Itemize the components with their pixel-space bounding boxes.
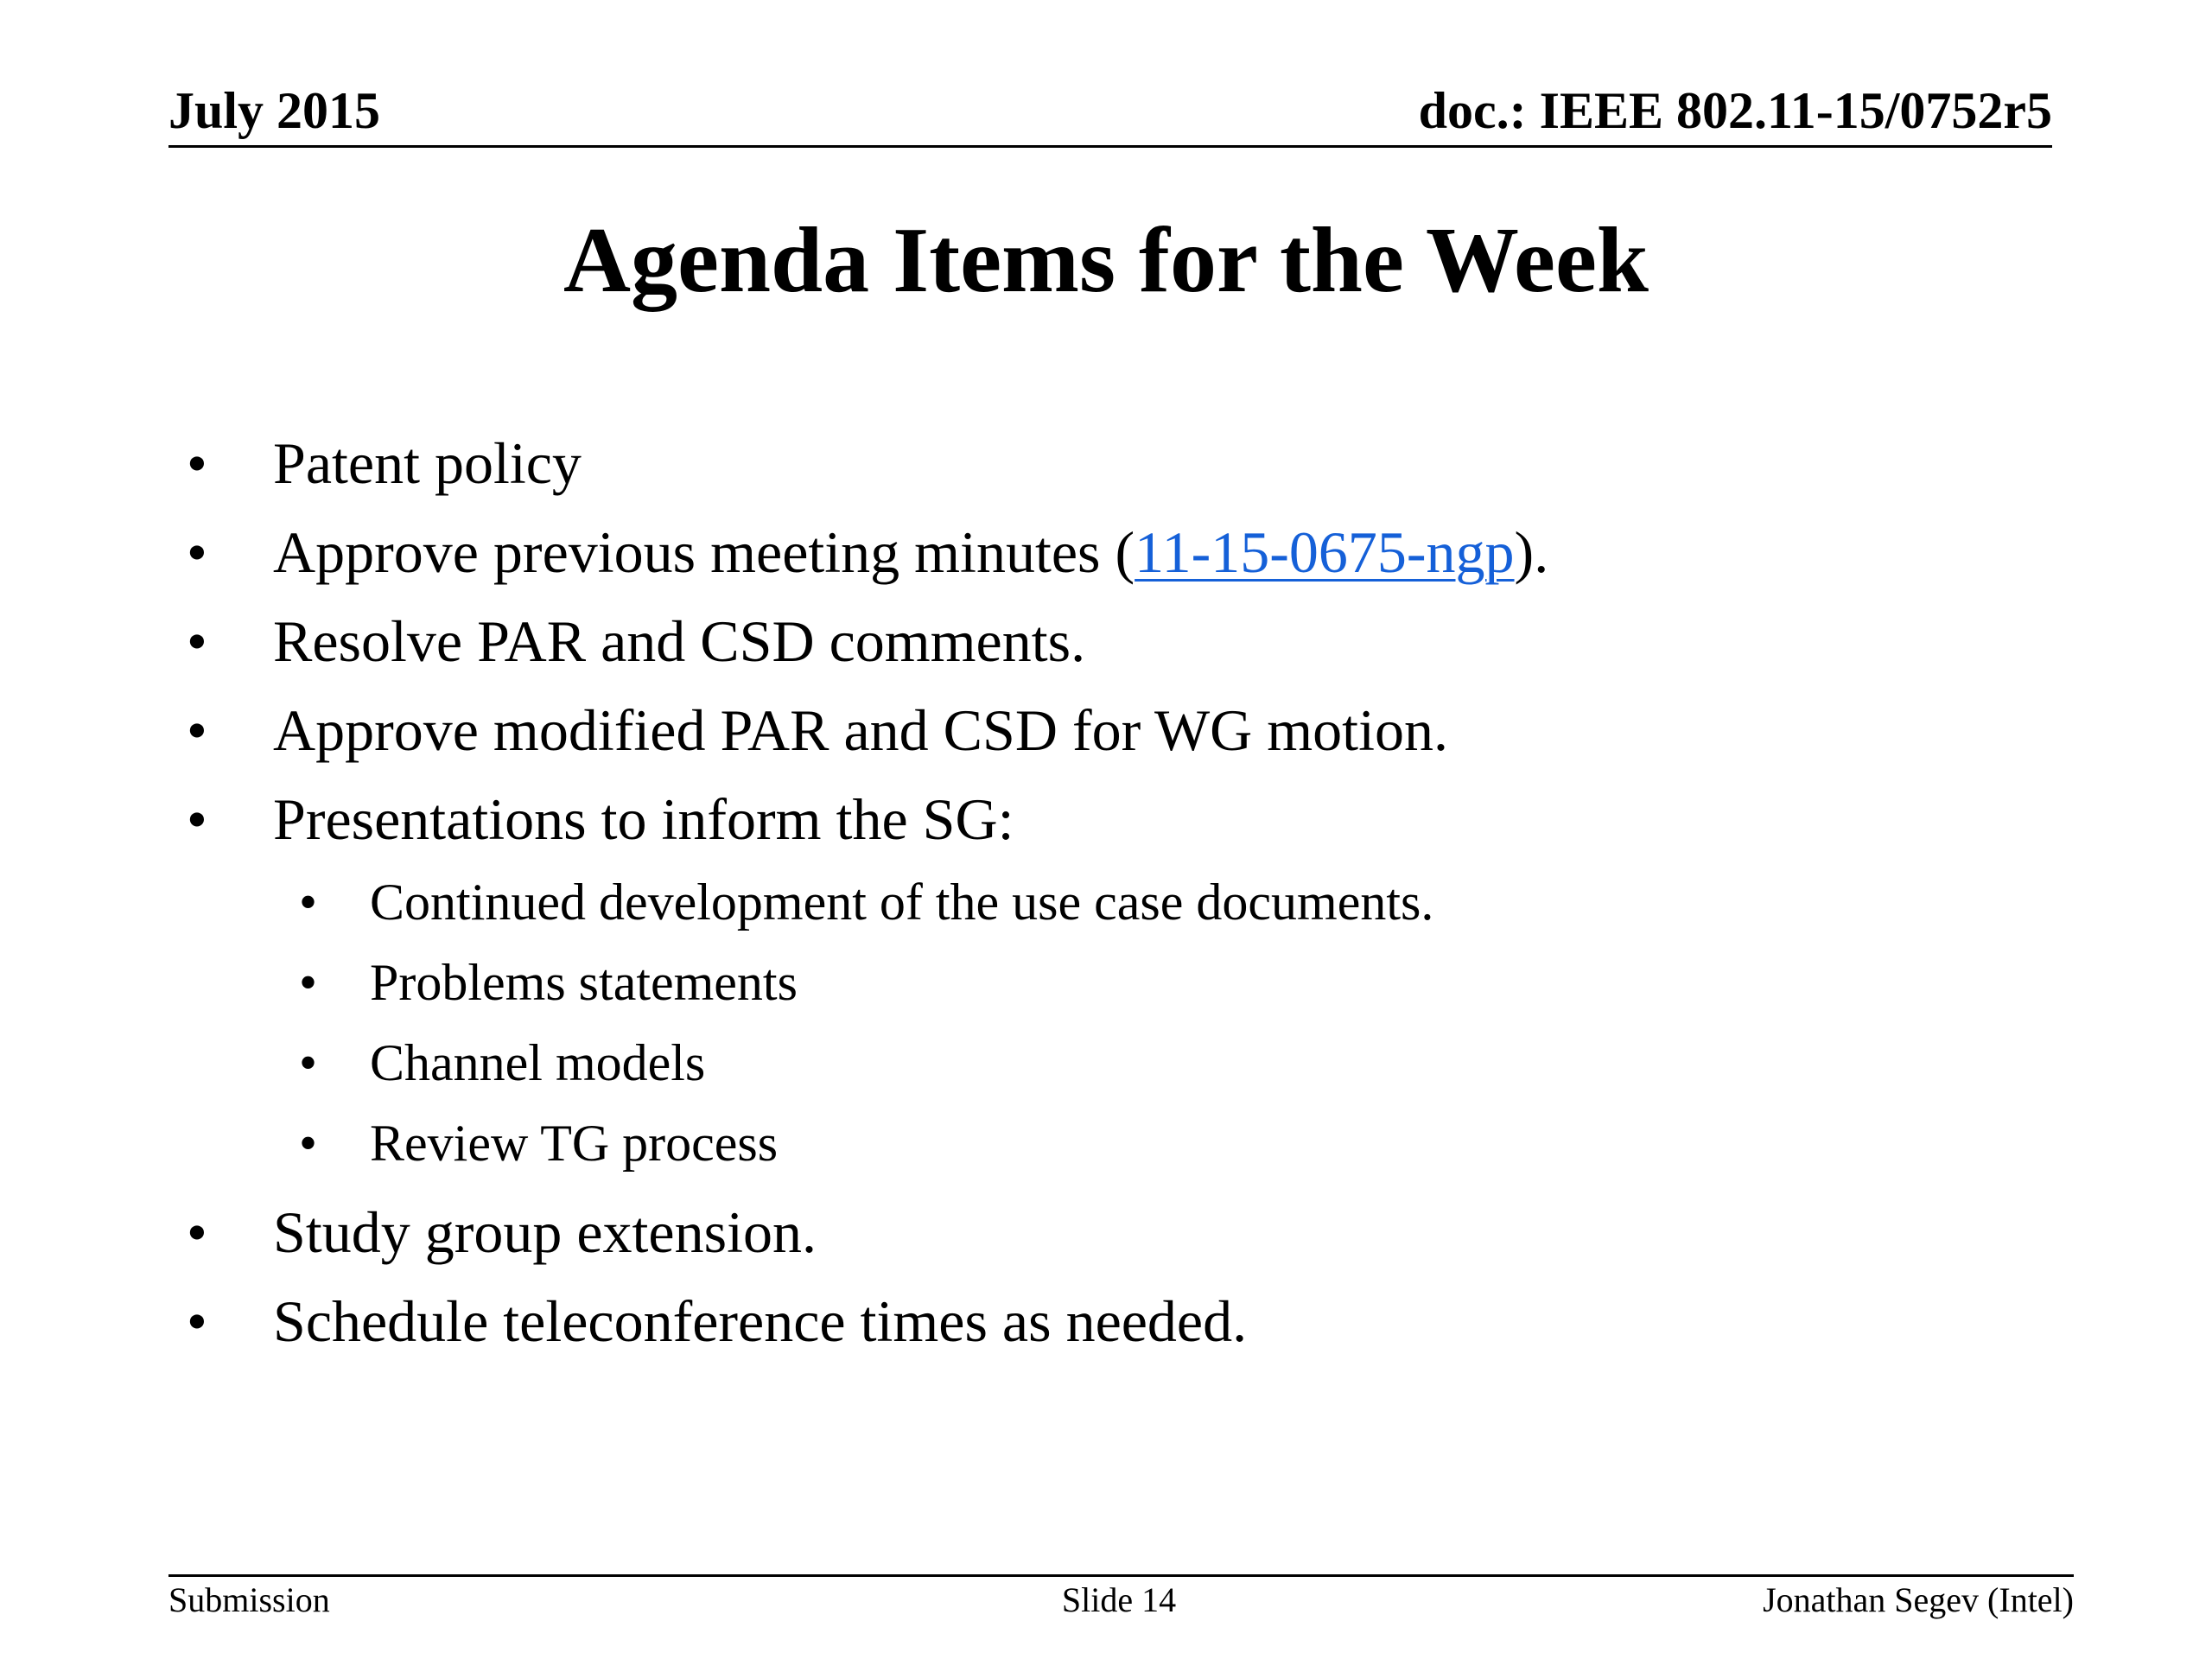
footer-slide-number: Slide 14 (1061, 1580, 1177, 1619)
bullet-icon: • (187, 608, 207, 674)
agenda-item-text: Approve previous meeting minutes ( (273, 519, 1135, 585)
agenda-item-text-suffix: ). (1514, 519, 1549, 585)
footer-divider (168, 1574, 2074, 1577)
agenda-item-text: Schedule teleconference times as needed. (273, 1288, 1248, 1354)
bullet-icon: • (187, 786, 207, 852)
agenda-subitem-text: Continued development of the use case documents. (370, 874, 1434, 931)
bullet-icon: • (187, 697, 207, 763)
agenda-subitem (299, 874, 1434, 931)
footer-submission: Submission (168, 1580, 330, 1619)
header-doc-id: doc.: IEEE 802.11-15/0752r5 (1418, 82, 2052, 139)
agenda-item-text: Approve modified PAR and CSD for WG motion. (273, 697, 1448, 763)
agenda-subitem (299, 1115, 779, 1172)
agenda-subitem-text: Channel models (370, 1034, 706, 1091)
agenda-item-approve-minutes (187, 519, 1549, 585)
slide-title: Agenda Items for the Week (563, 209, 1649, 312)
agenda-item-presentations (187, 786, 1014, 852)
agenda-item-text: Patent policy (273, 430, 582, 496)
header-date: July 2015 (168, 82, 381, 139)
agenda-subitem (299, 954, 798, 1011)
header-divider (168, 145, 2052, 148)
agenda-item-text: Study group extension. (273, 1199, 817, 1265)
agenda-subitem-text: Problems statements (370, 954, 798, 1011)
sub-bullet-icon: • (299, 1115, 318, 1172)
sub-bullet-icon: • (299, 1034, 318, 1091)
footer-author: Jonathan Segev (Intel) (1763, 1580, 2074, 1619)
sub-bullet-icon: • (299, 874, 318, 931)
minutes-document-link[interactable]: 11-15-0675-ngp (1135, 519, 1515, 585)
agenda-item-study-group-extension (187, 1199, 817, 1265)
sub-bullet-icon: • (299, 954, 318, 1011)
agenda-item-text: Resolve PAR and CSD comments. (273, 608, 1086, 674)
agenda-item-approve-par-csd (187, 697, 1448, 763)
agenda-item-text: Presentations to inform the SG: (273, 786, 1014, 852)
bullet-icon: • (187, 430, 207, 496)
agenda-subitem-text: Review TG process (370, 1115, 779, 1172)
agenda-subitem (299, 1034, 706, 1091)
bullet-icon: • (187, 1199, 207, 1265)
bullet-icon: • (187, 519, 207, 585)
bullet-icon: • (187, 1288, 207, 1354)
agenda-item-schedule-teleconference (187, 1288, 1248, 1354)
agenda-item-patent-policy (187, 430, 582, 496)
agenda-item-resolve-comments (187, 608, 1086, 674)
